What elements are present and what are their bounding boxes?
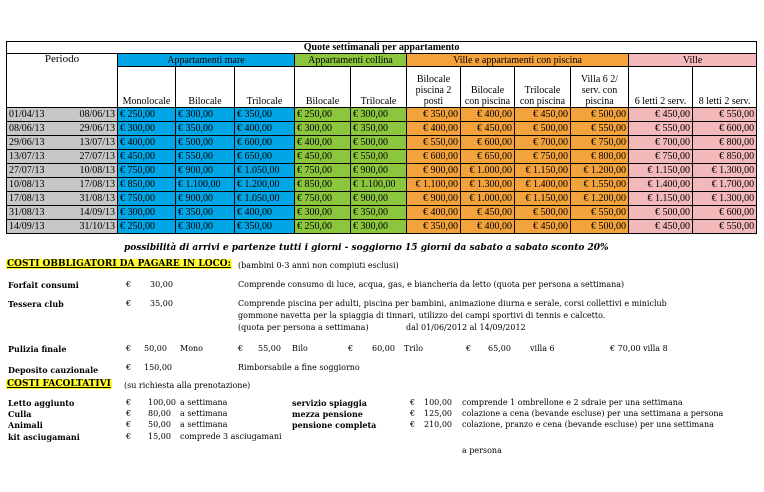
price-cell: € 1.300,00 (693, 164, 757, 178)
price-cell: € 1.150,00 (515, 164, 571, 178)
price-cell: € 900,00 (176, 164, 235, 178)
price-cell: € 300,00 (351, 220, 407, 234)
price-cell: € 350,00 (407, 220, 461, 234)
price-cell: € 1.550,00 (571, 178, 629, 192)
price-cell: € 500,00 (571, 108, 629, 122)
optional-item-amount: 15,00 (148, 432, 171, 441)
table-row (7, 178, 757, 192)
price-cell: € 550,00 (693, 108, 757, 122)
column-header: 6 letti 2 serv. (629, 67, 693, 108)
price-cell: € 400,00 (235, 122, 295, 136)
table-row (7, 220, 757, 234)
price-cell: € 550,00 (693, 220, 757, 234)
period-from: 31/08/13 (9, 207, 45, 218)
pulizia-mono-currency: € (238, 344, 244, 353)
price-cell: € 1.300,00 (693, 192, 757, 206)
price-cell: € 750,00 (118, 164, 176, 178)
period-cell (7, 206, 118, 220)
price-cell: € 500,00 (176, 136, 235, 150)
service-item-desc: comprende 1 ombrellone e 2 sdraie per una settimana (462, 398, 683, 407)
price-cell: € 350,00 (407, 108, 461, 122)
group-appartamenti-mare: Appartamenti mare (118, 54, 295, 67)
price-cell: € 350,00 (235, 108, 295, 122)
discount-note: possibilità di arrivi e partenze tutti i giorni - soggiorno 15 giorni da sabato a sabato sconto 20% (124, 243, 609, 253)
price-cell: € 450,00 (461, 122, 515, 136)
price-cell: € 1.100,00 (351, 178, 407, 192)
deposito-label: Deposito cauzionale (8, 365, 99, 375)
mandatory-costs-subtitle: (bambini 0-3 anni non compiuti esclusi) (238, 261, 399, 270)
pulizia-trilo-amount: 65,00 (488, 344, 511, 353)
table-row (7, 192, 757, 206)
optional-item-cur: € (126, 420, 132, 429)
price-cell: € 300,00 (295, 206, 351, 220)
price-cell: € 1.000,00 (461, 192, 515, 206)
price-cell: € 350,00 (176, 206, 235, 220)
tessera-description-1: Comprende piscina per adulti, piscina per bambini, animazione diurna e serale, corsi collettivi e miniclub (238, 299, 667, 308)
price-cell: € 450,00 (118, 150, 176, 164)
period-cell (7, 178, 118, 192)
price-cell: € 700,00 (515, 136, 571, 150)
price-cell: € 750,00 (295, 192, 351, 206)
price-cell: € 300,00 (118, 206, 176, 220)
price-cell: € 250,00 (295, 220, 351, 234)
price-cell: € 750,00 (571, 136, 629, 150)
forfait-amount: 30,00 (150, 280, 173, 289)
service-item-label: pensione completa (292, 420, 377, 430)
price-cell: € 400,00 (407, 122, 461, 136)
group-ville-piscina: Ville e appartamenti con piscina (407, 54, 629, 67)
optional-item-cur: € (126, 409, 132, 418)
optional-item-cur: € (126, 398, 132, 407)
price-cell: € 900,00 (176, 192, 235, 206)
price-cell: € 450,00 (629, 108, 693, 122)
tessera-description-3: (quota per persona a settimana) (238, 323, 369, 332)
group-appartamenti-collina: Appartamenti collina (295, 54, 407, 67)
pulizia-mono-amount: 55,00 (258, 344, 281, 353)
optional-item-label: Letto aggiunto (8, 398, 75, 408)
optional-item-cur: € (126, 432, 132, 441)
period-cell (7, 192, 118, 206)
forfait-label: Forfait consumi (8, 280, 79, 290)
price-cell: € 800,00 (571, 150, 629, 164)
price-cell: € 800,00 (693, 136, 757, 150)
table-row (7, 108, 757, 122)
price-cell: € 500,00 (515, 122, 571, 136)
tessera-amount: 35,00 (150, 299, 173, 308)
period-from: 01/04/13 (9, 109, 45, 120)
column-header: Bilocale con piscina (461, 67, 515, 108)
optional-item-desc: a settimana (180, 398, 228, 407)
optional-item-label: Animali (8, 420, 43, 430)
period-from: 27/07/13 (9, 165, 45, 176)
price-cell: € 550,00 (351, 150, 407, 164)
price-cell: € 550,00 (629, 122, 693, 136)
price-cell: € 400,00 (295, 136, 351, 150)
service-item-label: mezza pensione (292, 409, 363, 419)
table-row (7, 136, 757, 150)
price-cell: € 450,00 (461, 206, 515, 220)
column-header: Bilocale (176, 67, 235, 108)
price-cell: € 850,00 (693, 150, 757, 164)
price-cell: € 750,00 (515, 150, 571, 164)
price-cell: € 450,00 (515, 220, 571, 234)
price-cell: € 1.150,00 (515, 192, 571, 206)
optional-item-amount: 100,00 (148, 398, 176, 407)
forfait-currency: € (126, 280, 132, 289)
price-cell: € 900,00 (351, 164, 407, 178)
period-header: Periodo (7, 54, 118, 108)
price-cell: € 1.300,00 (461, 178, 515, 192)
mandatory-costs-title: COSTI OBBLIGATORI DA PAGARE IN LOCO: (7, 259, 231, 269)
period-to: 13/07/13 (79, 137, 115, 148)
price-cell: € 350,00 (351, 206, 407, 220)
price-cell: € 250,00 (118, 108, 176, 122)
price-cell: € 900,00 (351, 192, 407, 206)
price-cell: € 750,00 (118, 192, 176, 206)
optional-item-desc: a settimana (180, 409, 228, 418)
price-cell: € 1.200,00 (235, 178, 295, 192)
service-item-amount: 210,00 (424, 420, 452, 429)
price-cell: € 450,00 (295, 150, 351, 164)
service-item-desc: colazione a cena (bevande escluse) per una settimana a persona (462, 409, 724, 418)
optional-item-desc: comprede 3 asciugamani (180, 432, 282, 441)
price-cell: € 1.400,00 (629, 178, 693, 192)
price-cell: € 1.050,00 (235, 192, 295, 206)
price-cell: € 600,00 (235, 136, 295, 150)
period-cell (7, 122, 118, 136)
price-cell: € 450,00 (515, 108, 571, 122)
price-cell: € 550,00 (571, 122, 629, 136)
optional-item-desc: a settimana (180, 420, 228, 429)
price-cell: € 450,00 (629, 220, 693, 234)
optional-item-label: Culla (8, 409, 32, 419)
table-row (7, 206, 757, 220)
table-row (7, 122, 757, 136)
period-from: 14/09/13 (9, 221, 45, 232)
price-cell: € 300,00 (295, 122, 351, 136)
column-header: Villa 6 2/ serv. con piscina (571, 67, 629, 108)
pulizia-mono: Mono (180, 344, 203, 353)
price-cell: € 700,00 (629, 136, 693, 150)
period-to: 14/09/13 (79, 207, 115, 218)
period-to: 08/06/13 (79, 109, 115, 120)
price-cell: € 600,00 (461, 136, 515, 150)
price-cell: € 350,00 (351, 122, 407, 136)
price-cell: € 300,00 (176, 220, 235, 234)
price-cell: € 750,00 (629, 150, 693, 164)
tessera-description-2: gommone navetta per la spiaggia di tinnari, utilizzo dei campi sportivi di tennis e calcetto. (238, 311, 606, 320)
optional-item-amount: 50,00 (148, 420, 171, 429)
price-cell: € 1.200,00 (571, 192, 629, 206)
column-header: Bilocale (295, 67, 351, 108)
price-cell: € 1.000,00 (461, 164, 515, 178)
period-cell (7, 164, 118, 178)
deposito-currency: € (126, 363, 132, 372)
column-header: Bilocale piscina 2 posti (407, 67, 461, 108)
pulizia-villa8: € 70,00 villa 8 (610, 344, 668, 353)
price-cell: € 400,00 (407, 206, 461, 220)
period-to: 17/08/13 (79, 179, 115, 190)
tessera-dates: dal 01/06/2012 al 14/09/2012 (406, 323, 526, 332)
price-table (6, 41, 757, 234)
price-cell: € 650,00 (235, 150, 295, 164)
price-cell: € 550,00 (176, 150, 235, 164)
period-to: 31/08/13 (79, 193, 115, 204)
price-cell: € 900,00 (407, 192, 461, 206)
deposito-description: Rimborsabile a fine soggiorno (238, 363, 360, 372)
period-to: 10/08/13 (79, 165, 115, 176)
price-cell: € 550,00 (571, 206, 629, 220)
price-cell: € 1.050,00 (235, 164, 295, 178)
period-from: 10/08/13 (9, 179, 45, 190)
table-title: Quote settimanali per appartamento (7, 42, 757, 54)
table-row (7, 150, 757, 164)
optional-costs-title: COSTI FACOLTATIVI (7, 379, 111, 389)
service-item-amount: 125,00 (424, 409, 452, 418)
price-cell: € 850,00 (295, 178, 351, 192)
pulizia-trilo: Trilo (404, 344, 424, 353)
service-item-amount: 100,00 (424, 398, 452, 407)
price-cell: € 600,00 (407, 150, 461, 164)
period-to: 29/06/13 (79, 123, 115, 134)
price-cell: € 850,00 (118, 178, 176, 192)
column-header: Trilocale (351, 67, 407, 108)
period-cell (7, 150, 118, 164)
deposito-amount: 150,00 (144, 363, 172, 372)
price-cell: € 250,00 (295, 108, 351, 122)
price-cell: € 1.200,00 (571, 164, 629, 178)
period-from: 13/07/13 (9, 151, 45, 162)
price-cell: € 1.100,00 (407, 178, 461, 192)
pulizia-villa6: villa 6 (530, 344, 555, 353)
price-cell: € 1.100,00 (176, 178, 235, 192)
price-cell: € 400,00 (461, 220, 515, 234)
service-item-label: servizio spiaggia (292, 398, 367, 408)
pulizia-currency: € (126, 344, 132, 353)
price-cell: € 350,00 (176, 122, 235, 136)
tessera-label: Tessera club (8, 299, 64, 309)
optional-item-amount: 80,00 (148, 409, 171, 418)
column-header: 8 letti 2 serv. (693, 67, 757, 108)
price-cell: € 500,00 (515, 206, 571, 220)
price-cell: € 300,00 (118, 122, 176, 136)
price-cell: € 1.700,00 (693, 178, 757, 192)
price-cell: € 750,00 (295, 164, 351, 178)
pulizia-amount: 50,00 (144, 344, 167, 353)
service-item-desc: colazione, pranzo e cena (bevande escluse) per una settimana (462, 420, 714, 429)
period-to: 27/07/13 (79, 151, 115, 162)
pulizia-label: Pulizia finale (8, 344, 67, 354)
price-cell: € 500,00 (629, 206, 693, 220)
price-cell: € 400,00 (118, 136, 176, 150)
column-header: Trilocale (235, 67, 295, 108)
pulizia-bilo-amount: 60,00 (372, 344, 395, 353)
tessera-currency: € (126, 299, 132, 308)
price-cell: € 900,00 (407, 164, 461, 178)
period-from: 29/06/13 (9, 137, 45, 148)
price-cell: € 400,00 (461, 108, 515, 122)
price-cell: € 500,00 (351, 136, 407, 150)
pulizia-bilo-currency: € (348, 344, 354, 353)
period-cell (7, 136, 118, 150)
period-from: 17/08/13 (9, 193, 45, 204)
price-cell: € 550,00 (407, 136, 461, 150)
column-header: Monolocale (118, 67, 176, 108)
period-cell (7, 108, 118, 122)
price-cell: € 300,00 (176, 108, 235, 122)
price-cell: € 600,00 (693, 206, 757, 220)
optional-costs-subtitle: (su richiesta alla prenotazione) (124, 381, 251, 390)
service-item-cur: € (410, 398, 416, 407)
optional-item-label: kit asciugamani (8, 432, 80, 442)
price-table-wrapper (6, 41, 756, 234)
period-to: 31/10/13 (79, 221, 115, 232)
price-cell: € 250,00 (118, 220, 176, 234)
price-cell: € 650,00 (461, 150, 515, 164)
price-cell: € 300,00 (351, 108, 407, 122)
pulizia-trilo-currency: € (466, 344, 472, 353)
period-from: 08/06/13 (9, 123, 45, 134)
period-cell (7, 220, 118, 234)
pulizia-bilo: Bilo (292, 344, 308, 353)
service-item-cur: € (410, 420, 416, 429)
price-cell: € 1.400,00 (515, 178, 571, 192)
services-extra-note: a persona (462, 446, 502, 455)
price-cell: € 600,00 (693, 122, 757, 136)
price-cell: € 1.150,00 (629, 192, 693, 206)
service-item-cur: € (410, 409, 416, 418)
price-cell: € 500,00 (571, 220, 629, 234)
forfait-description: Comprende consumo di luce, acqua, gas, e biancheria da letto (quota per persona a settimana) (238, 280, 625, 289)
price-cell: € 350,00 (235, 220, 295, 234)
column-header: Trilocale con piscina (515, 67, 571, 108)
price-cell: € 1.150,00 (629, 164, 693, 178)
group-ville: Ville (629, 54, 757, 67)
table-row (7, 164, 757, 178)
price-cell: € 400,00 (235, 206, 295, 220)
